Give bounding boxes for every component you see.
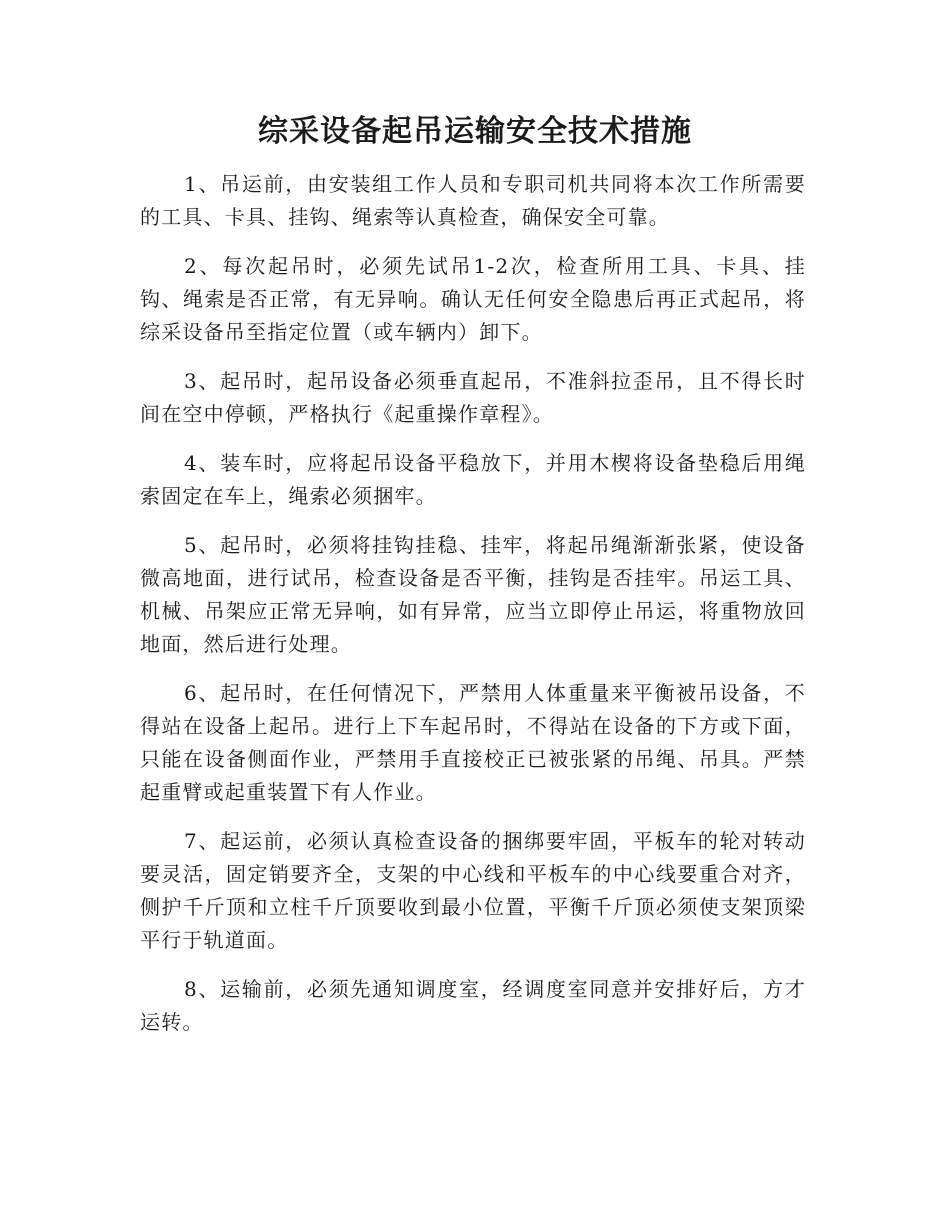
paragraph-8: 8、运输前，必须先通知调度室，经调度室同意并安排好后，方才运转。 <box>140 977 806 1034</box>
document-body <box>140 168 806 1055</box>
document-title: 综采设备起吊运输安全技术措施 <box>258 114 692 149</box>
paragraph-6: 6、起吊时，在任何情况下，严禁用人体重量来平衡被吊设备，不得站在设备上起吊。进行上下车起吊时，不得站在设备的下方或下面，只能在设备侧面作业，严禁用手直接校正已被张紧的吊绳、吊具。严禁起重臂或起重装置下有人作业。 <box>140 681 806 804</box>
paragraph-7: 7、起运前，必须认真检查设备的捆绑要牢固，平板车的轮对转动要灵活，固定销要齐全，支架的中心线和平板车的中心线要重合对齐，侧护千斤顶和立柱千斤顶要收到最小位置，平衡千斤顶必须使支架顶梁平行于轨道面。 <box>140 829 806 952</box>
paragraph-5: 5、起吊时，必须将挂钩挂稳、挂牢，将起吊绳渐渐张紧，使设备微高地面，进行试吊，检查设备是否平衡，挂钩是否挂牢。吊运工具、机械、吊架应正常无异响，如有异常，应当立即停止吊运，将重物放回地面，然后进行处理。 <box>140 533 806 656</box>
paragraph-2: 2、每次起吊时，必须先试吊1-2次，检查所用工具、卡具、挂钩、绳索是否正常，有无异响。确认无任何安全隐患后再正式起吊，将综采设备吊至指定位置（或车辆内）卸下。 <box>140 254 806 344</box>
paragraph-3: 3、起吊时，起吊设备必须垂直起吊，不准斜拉歪吊，且不得长时间在空中停顿，严格执行《起重操作章程》。 <box>140 369 806 426</box>
paragraph-1: 1、吊运前，由安装组工作人员和专职司机共同将本次工作所需要的工具、卡具、挂钩、绳索等认真检查，确保安全可靠。 <box>140 172 806 229</box>
paragraph-4: 4、装车时，应将起吊设备平稳放下，并用木楔将设备垫稳后用绳索固定在车上，绳索必须捆牢。 <box>140 451 806 508</box>
